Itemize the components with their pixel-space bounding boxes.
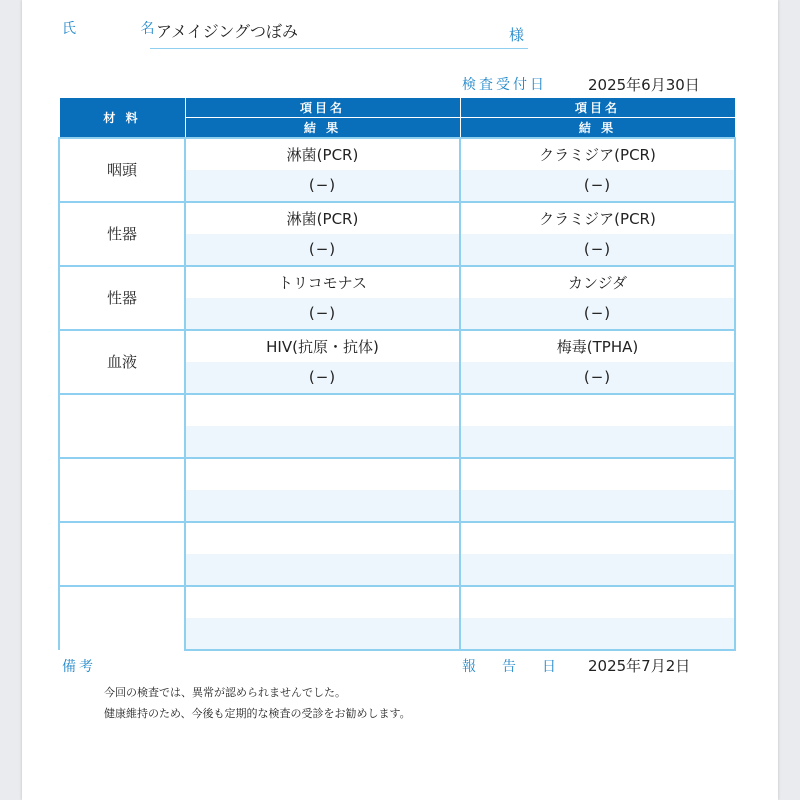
results-table xyxy=(58,97,736,651)
receipt-date: 2025年6月30日 xyxy=(588,76,700,94)
empty-cell xyxy=(460,458,735,490)
material-cell: 咽頭 xyxy=(59,138,185,202)
empty-cell xyxy=(185,394,460,426)
test-item: クラミジア(PCR) xyxy=(460,138,735,170)
name-honorific: 様 xyxy=(508,26,524,44)
name-field xyxy=(150,15,528,49)
empty-cell xyxy=(460,554,735,586)
test-result: (−) xyxy=(460,170,735,202)
test-item: トリコモナス xyxy=(185,266,460,298)
test-item: クラミジア(PCR) xyxy=(460,202,735,234)
header-material: 材 料 xyxy=(59,98,185,138)
test-result: (−) xyxy=(185,234,460,266)
remark-line: 健康維持のため、今後も定期的な検査の受診をお勧めします。 xyxy=(104,707,411,720)
report-date-label: 報告日 xyxy=(462,659,582,675)
empty-cell xyxy=(460,490,735,522)
material-cell-empty xyxy=(59,522,185,586)
test-result: (−) xyxy=(185,298,460,330)
report-sheet xyxy=(22,0,778,800)
test-item: 梅毒(TPHA) xyxy=(460,330,735,362)
test-item: 淋菌(PCR) xyxy=(185,138,460,170)
header-result-1: 結 果 xyxy=(185,118,460,138)
receipt-date-label: 検査受付日 xyxy=(462,77,547,93)
material-cell-empty xyxy=(59,458,185,522)
empty-cell xyxy=(185,426,460,458)
table-row xyxy=(59,138,735,170)
empty-cell xyxy=(185,618,460,650)
test-item: HIV(抗原・抗体) xyxy=(185,330,460,362)
test-item: 淋菌(PCR) xyxy=(185,202,460,234)
test-result: (−) xyxy=(185,170,460,202)
name-label: 氏 名 xyxy=(62,21,185,37)
material-cell-empty xyxy=(59,394,185,458)
test-result: (−) xyxy=(460,298,735,330)
table-row xyxy=(59,330,735,362)
material-cell-empty xyxy=(59,586,185,650)
header-item-name-1: 項目名 xyxy=(185,98,460,118)
test-result: (−) xyxy=(460,234,735,266)
material-cell: 性器 xyxy=(59,266,185,330)
empty-cell xyxy=(185,554,460,586)
test-result: (−) xyxy=(460,362,735,394)
material-cell: 血液 xyxy=(59,330,185,394)
empty-cell xyxy=(460,522,735,554)
patient-name: アメイジングつぼみ xyxy=(156,22,299,41)
empty-cell xyxy=(185,522,460,554)
empty-cell xyxy=(185,490,460,522)
test-item: カンジダ xyxy=(460,266,735,298)
remark-line: 今回の検査では、異常が認められませんでした。 xyxy=(104,686,346,699)
empty-row xyxy=(59,458,735,490)
empty-cell xyxy=(460,586,735,618)
remarks-label: 備考 xyxy=(62,659,96,675)
header-item-name-2: 項目名 xyxy=(460,98,735,118)
empty-cell xyxy=(460,426,735,458)
empty-cell xyxy=(185,586,460,618)
header-result-2: 結 果 xyxy=(460,118,735,138)
material-cell: 性器 xyxy=(59,202,185,266)
empty-cell xyxy=(185,458,460,490)
test-result: (−) xyxy=(185,362,460,394)
empty-row xyxy=(59,394,735,426)
table-row xyxy=(59,266,735,298)
empty-cell xyxy=(460,394,735,426)
empty-cell xyxy=(460,618,735,650)
empty-row xyxy=(59,522,735,554)
empty-row xyxy=(59,586,735,618)
report-date: 2025年7月2日 xyxy=(588,657,691,675)
table-row xyxy=(59,202,735,234)
